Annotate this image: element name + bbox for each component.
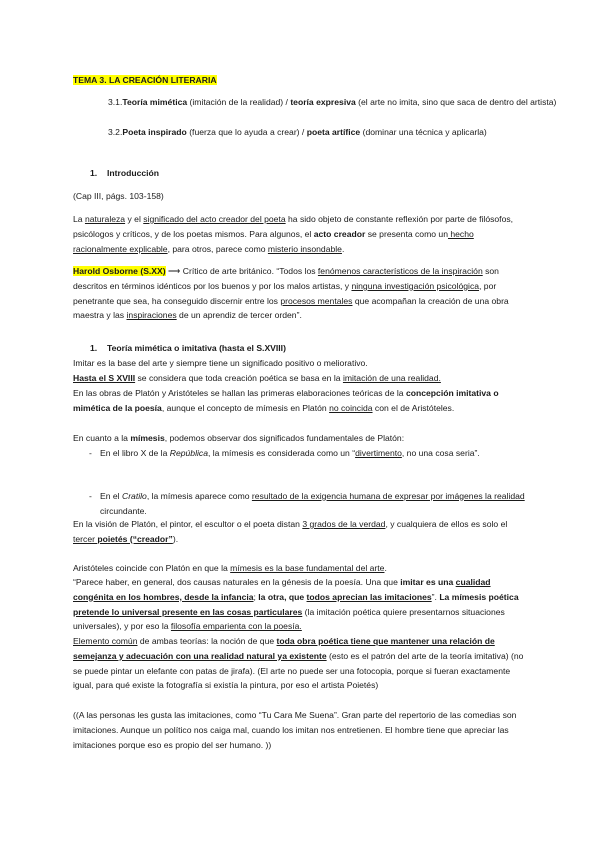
paragraph-aristoteles: Aristóteles coincide con Platón en que la mímesis es la base fundamental del arte. [73,563,387,573]
chapter-ref: (Cap III, págs. 103-158) [73,191,164,201]
paragraph-mimesis: En cuanto a la mímesis, podemos observar dos significados fundamentales de Platón: [73,433,405,443]
paragraph-platon-aristoteles: En las obras de Platón y Aristóteles se hallan las primeras elaboraciones teóricas de la concepción imitativa o mimética de la poesía, aunque el concepto de mímesis en Platón no coincida con el de Aristóteles. [73,388,499,413]
paragraph-vision-platon: En la visión de Platón, el pintor, el escultor o el poeta distan 3 grados de la verdad, y cualquiera de ellos es solo el tercer poietés (“creador”). [73,519,508,544]
doc-title: TEMA 3. LA CREACIÓN LITERARIA [73,75,217,85]
paragraph-osborne: Harold Osborne (S.XX) ⟶ Crítico de arte británico. “Todos los fenómenos característicos de la inspiración son descritos en términos idénticos por los buenos y por los malos artistas, y ninguna investigación psicológica, por penetrante que sea, ha conseguido discernir entre los procesos mentales que acompañan la creación de una obra maestra y las inspiraciones de un aprendiz de tercer orden”. [73,266,509,321]
paragraph-elemento-comun: Elemento común de ambas teorías: la noción de que toda obra poética tiene que mantener una relación de semejanza y adecuación con una realidad natural ya existente (esto es el patrón del arte de la teoría imitativa) (no se puede pintar un elefante con patas de jirafa). (El arte no puede ser una fotocopia, porque si fueran exactamente igual, para qué existe la fotografía si existía la pintura, por eso el artista Poietés) [73,636,524,691]
toc-item-2: 3.2.Poeta inspirado (fuerza que lo ayuda a crear) / poeta artífice (dominar una técnica y aplicarla) [108,127,487,137]
paragraph-naturaleza: La naturaleza y el significado del acto creador del poeta ha sido objeto de constante reflexión por parte de filósofos, psicólogos y críticos, y de los poetas mismos. Para algunos, el acto creador se presenta como un hecho racionalmente explicable, para otros, parece como misterio insondable. [73,214,514,254]
list-item: - En el libro X de la República, la mímesis es considerada como un “divertimento, no una cosa seria”. [89,448,480,458]
section-heading-introduccion: 1. Introducción [90,168,160,178]
list-item: - En el Cratilo, la mímesis aparece como resultado de la exigencia humana de expresar por imágenes la realidad circundante. [89,490,525,516]
paragraph-imitar: Imitar es la base del arte y siempre tiene un significado positivo o meliorativo. [73,358,368,368]
paragraph-hasta-xviii: Hasta el S XVIII se considera que toda creación poética se basa en la imitación de una realidad. [73,373,441,383]
section-heading-mimetica: 1. Teoría mimética o imitativa (hasta el S.XVIII) [90,343,286,353]
paragraph-quote-causas: “Parece haber, en general, dos causas naturales en la génesis de la poesía. Una que imitar es una cualidad congénita en los hombres, desde la infancia; la otra, que todos aprecian las imitaciones”. La mímesis poética pretende lo universal presente en las cosas particulares (la imitación poética quiere presentarnos situaciones universales), y por eso la filosofía emparienta con la poesía. [73,577,519,632]
paragraph-comment: ((A las personas les gusta las imitaciones, como “Tu Cara Me Suena”. Gran parte del repertorio de las comedias son imitaciones. Aunque un político nos caiga mal, cuando los imitan nos entretienen. El hombre tiene que apreciar las imitaciones porque eso es propio del ser humano. )) [73,710,517,750]
toc-item-1: 3.1.Teoría mimética (imitación de la realidad) / teoría expresiva (el arte no imita, sino que saca de dentro del artista) [108,97,557,107]
